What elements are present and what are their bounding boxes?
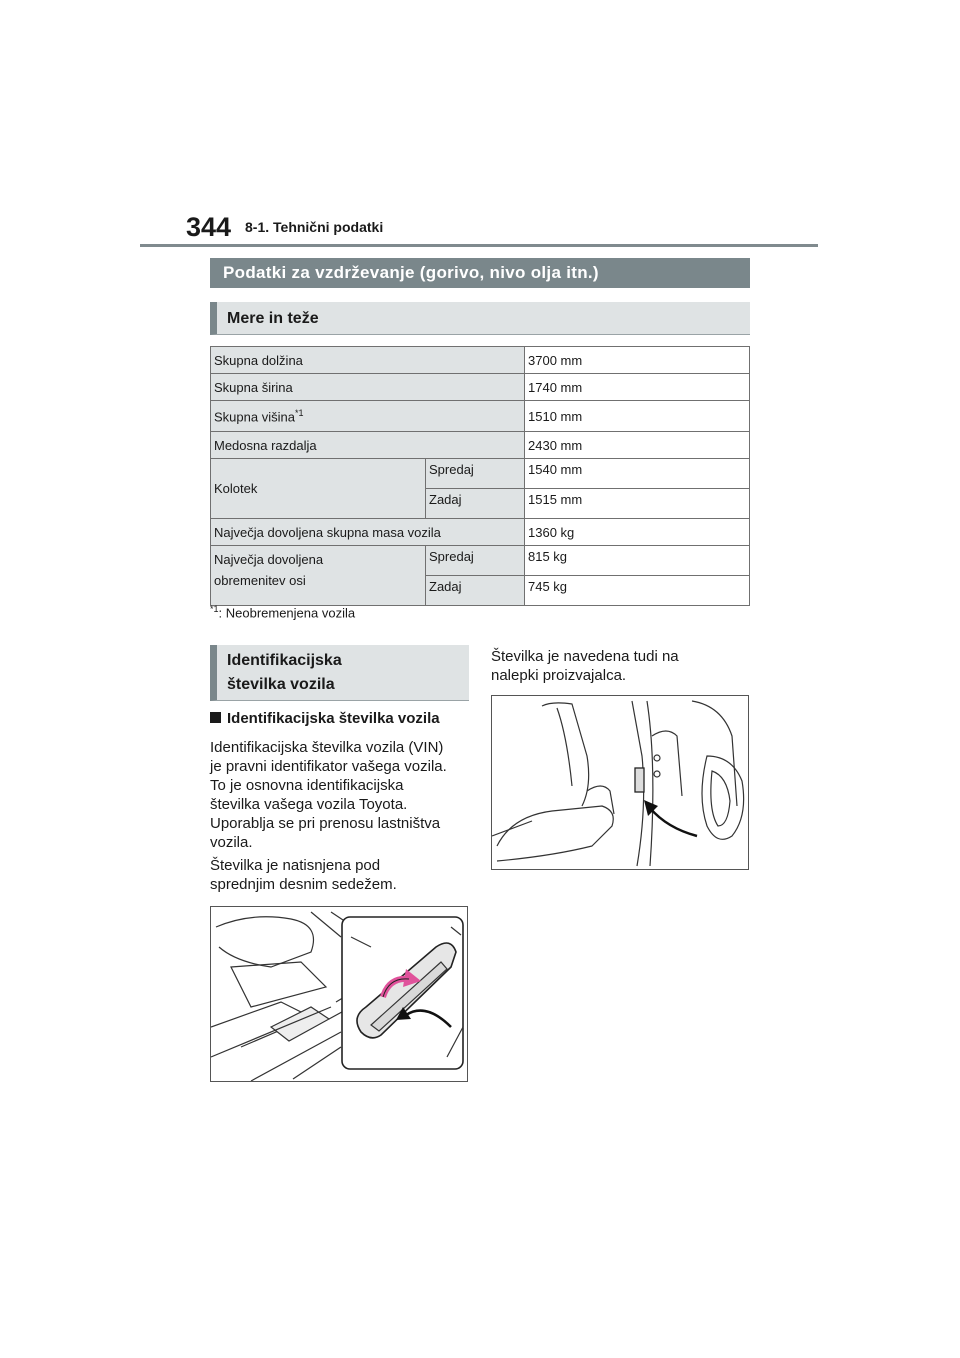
vin-under-seat-illustration [210,906,468,1082]
text-line: Uporablja se pri prenosu lastništva [210,815,441,832]
footnote-marker: *1 [294,407,304,418]
text-line: sprednjim desnim sedežem. [210,876,397,893]
vin-paragraph-3 [491,647,679,685]
table-cell-label: Kolotek [211,459,426,519]
table-cell-value: 2430 mm [525,432,750,459]
page-number: 344 [186,212,232,242]
table-row [211,546,750,576]
table-cell-sublabel: Zadaj [426,576,525,606]
square-bullet-icon [210,712,221,723]
table-cell-value: 1515 mm [525,489,750,519]
table-cell-value: 3700 mm [525,347,750,374]
table-row [211,519,750,546]
table-row [211,374,750,401]
table-cell-value: 1540 mm [525,459,750,489]
main-section-title: Podatki za vzdrževanje (gorivo, nivo olja itn.) [210,258,750,288]
text-line: vozila. [210,834,253,851]
text-line: nalepki proizvajalca. [491,667,627,684]
vin-paragraph-2 [210,856,397,894]
text-line: Številka je navedena tudi na [491,648,679,665]
seat-vin-drawing [211,907,467,1081]
footnote-text: : Neobremenjena vozila [218,605,356,621]
text-line: številka vašega vozila Toyota. [210,796,408,813]
table-cell-label [211,401,525,432]
footnote [210,604,355,620]
table-cell-label: Medosna razdalja [211,432,525,459]
table-row [211,432,750,459]
vin-bullet-heading [210,710,440,727]
table-row [211,401,750,432]
table-row [211,347,750,374]
height-label-text: Skupna višina [214,409,295,425]
table-cell-value: 1510 mm [525,401,750,432]
table-cell-label: Skupna dolžina [211,347,525,374]
text-line: To je osnovna identifikacijska [210,777,404,794]
axle-label-line: Največja dovoljena [214,552,324,567]
text-line: Identifikacijska številka vozila (VIN) [210,739,444,756]
table-row [211,459,750,489]
dimensions-table [210,346,750,606]
table-cell-label: Največja dovoljena skupna masa vozila [211,519,525,546]
table-cell-sublabel: Spredaj [426,459,525,489]
table-cell-label [211,546,426,606]
header-divider [140,244,818,247]
axle-label-line: obremenitev osi [214,573,306,588]
vin-heading-line: številka vozila [227,676,335,693]
text-line: Številka je natisnjena pod [210,857,381,874]
table-cell-label: Skupna širina [211,374,525,401]
section-label: 8-1. Tehnični podatki [245,219,384,235]
table-cell-sublabel: Spredaj [426,546,525,576]
door-pillar-drawing [492,696,748,869]
text-line: je pravni identifikator vašega vozila. [210,758,447,775]
table-cell-value: 1360 kg [525,519,750,546]
bullet-heading-text: Identifikacijska številka vozila [227,710,440,727]
table-cell-value: 1740 mm [525,374,750,401]
manufacturer-label-illustration [491,695,749,870]
footnote-mark: *1 [210,604,219,614]
vin-heading [210,645,469,701]
table-cell-value: 745 kg [525,576,750,606]
dimensions-heading: Mere in teže [210,302,750,335]
vin-heading-line: Identifikacijska [227,652,342,669]
vin-paragraph-1 [210,738,447,852]
table-cell-sublabel: Zadaj [426,489,525,519]
table-cell-value: 815 kg [525,546,750,576]
